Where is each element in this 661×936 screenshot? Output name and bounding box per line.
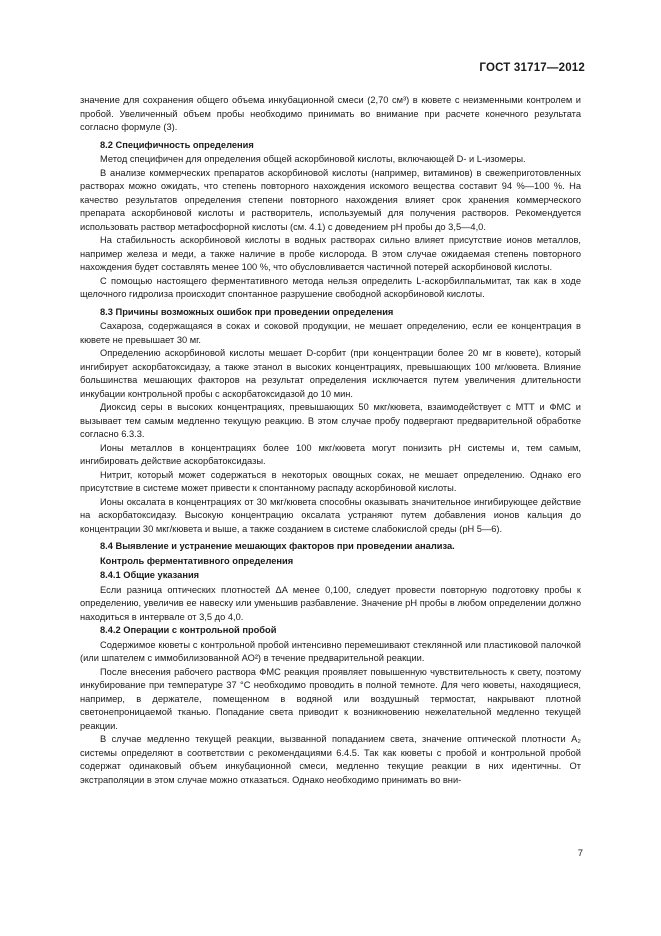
section-heading-8-4: 8.4 Выявление и устранение мешающих факторов при проведении анализа. bbox=[100, 541, 455, 551]
paragraph: Содержимое кюветы с контрольной пробой интенсивно перемешивают стеклянной или пластиковой палочкой (или шпателем с иммобилизованной АО²) в течение предварительной реакции. bbox=[80, 639, 581, 663]
section-heading-8-3: 8.3 Причины возможных ошибок при проведении определения bbox=[100, 306, 394, 317]
paragraph: Диоксид серы в высоких концентрациях, превышающих 50 мкг/кювета, взаимодействует с МТТ и ФМС и вызывает тем самым медленно текущую реакцию. В этом случае пробу подвергают предварительной обработке согласно 6.3.3. bbox=[80, 402, 581, 439]
paragraph: Ионы металлов в концентрациях более 100 мкг/кювета могут понизить pH системы и, тем самым, ингибировать действие аскорбатоксидазы. bbox=[80, 442, 581, 466]
paragraph: Ионы оксалата в концентрациях от 30 мкг/кювета способны оказывать значительное ингибирующее действие на аскорбатоксидазу. Высокую концентрацию оксалата устраняют путем добавления ионов кальция до концентрации 30 мкг/кювета и выше, а также созданием в системе слабокислой среды (pH 5—6). bbox=[80, 496, 581, 534]
paragraph: После внесения рабочего раствора ФМС реакция проявляет повышенную чувствительность к свету, поэтому инкубирование при температуре 37 °С необходимо проводить в полной темноте. Для чего кюветы, находящиеся, например, в держателе, помещенном в водяной или воздушный термостат, накрывают плотной светонепроницаемой тканью. Попадание света приводит к возникновению нежелательной медленно текущей реакции. bbox=[80, 666, 581, 731]
paragraph: Метод специфичен для определения общей аскорбиновой кислоты, включающей D- и L-изомеры. bbox=[100, 154, 526, 164]
paragraph: С помощью настоящего ферментативного метода нельзя определить L-аскорбилпальмитат, так как в ходе щелочного гидролиза происходит спонтанное разрушение свободной аскорбиновой кислоты. bbox=[80, 275, 581, 299]
paragraph: Определению аскорбиновой кислоты мешает D-сорбит (при концентрации более 20 мг в кювете), который ингибирует аскорбатоксидазу, а также этанол в высоких концентрациях, превышающих 100 мг/кювета. Влияние большинства мешающих факторов на результат определения исключается путем увеличения длительности инкубации контрольной пробы с аскорбатоксидазой до 10 мин. bbox=[80, 348, 581, 399]
paragraph: В случае медленно текущей реакции, вызванной попаданием света, значение оптической плотности A₂ системы определяют в соответствии с рекомендациями 6.4.5. Так как кюветы с пробой и контрольной пробой содержат одинаковый объем инкубационной смеси, медленно текущие реакции в них идентичны. От экстраполяции в этом случае можно отказаться. Однако необходимо принимать во вни- bbox=[80, 734, 581, 785]
page-number: 7 bbox=[577, 848, 583, 859]
subsection-heading-8-4-1: 8.4.1 Общие указания bbox=[100, 570, 200, 580]
paragraph: Нитрит, который может содержаться в некоторых овощных соках, не мешает определению. Однако его присутствие в системе может привести к спонтанному распаду аскорбиновой кислоты. bbox=[80, 469, 581, 493]
section-heading-8-2: 8.2 Специфичность определения bbox=[100, 139, 254, 150]
document-body bbox=[80, 94, 581, 787]
paragraph: На стабильность аскорбиновой кислоты в водных растворах сильно влияет присутствие ионов металлов, например железа и меди, а также наличие в пробе кислорода. В этом случае ожидаемая степень повторного нахождения будет составлять менее 100 %, что обусловливается частичной потерей аскорбиновой кислоты. bbox=[80, 235, 581, 272]
paragraph: Если разница оптических плотностей ΔA менее 0,100, следует провести повторную подготовку пробы к определению, увеличив ее навеску или уменьшив разбавление. Значение pH пробы в любом определении должно находиться в интервале от 3,5 до 4,0. bbox=[80, 584, 581, 622]
subsection-heading-8-4-2: 8.4.2 Операции с контрольной пробой bbox=[100, 625, 277, 635]
paragraph: значение для сохранения общего объема инкубационной смеси (2,70 см³) в кювете с неизменными контролем и пробой. Увеличенный объем пробы необходимо принимать во внимание при расчете конечного результата согласно формуле (3). bbox=[80, 95, 581, 132]
paragraph: Сахароза, содержащаяся в соках и соковой продукции, не мешает определению, если ее концентрация в кювете не превышает 30 мг. bbox=[80, 321, 581, 345]
section-heading-8-4-line2: Контроль ферментативного определения bbox=[100, 555, 294, 566]
paragraph: В анализе коммерческих препаратов аскорбиновой кислоты (например, витаминов) в свежеприготовленных растворах можно ожидать, что степень повторного нахождения искомого вещества составит 94 %—100 %. На качество результатов определения степени повторного нахождения влияет срок хранения коммерческого препарата аскорбиновой кислоты и растворитель, используемый для получения растворов. Рекомендуется использовать раствор метафосфорной кислоты (см. 4.1) с доведением pH пробы до 3,5—4,0. bbox=[80, 167, 581, 232]
document-header: ГОСТ 31717—2012 bbox=[479, 62, 585, 74]
